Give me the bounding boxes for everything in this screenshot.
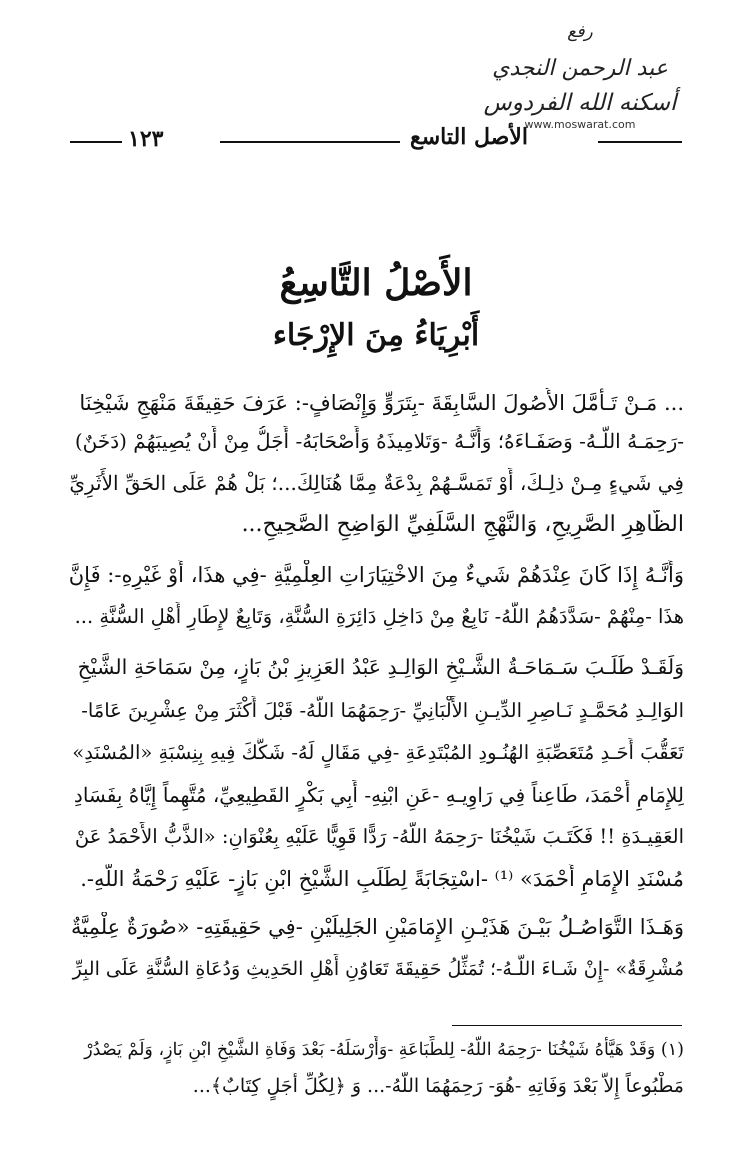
chapter-title: الأَصْلُ التَّاسِعُ <box>279 262 473 304</box>
header-rule-left <box>70 141 122 143</box>
body-line: ... مَـنْ تَـأَمَّلَ الأُصُولَ السَّابِقَةَ -بِتَرَوٍّ وَإِنْصَافٍ-: عَرَفَ حَقِيقَةَ مَنْهَجِ شَيْخِنَا <box>79 391 684 415</box>
header-rule-right <box>598 141 682 143</box>
publisher-stamp <box>480 8 680 133</box>
body-line: وَلَقَـدْ طَلَـبَ سَـمَاحَـةُ الشَّـيْخِ الوَالِـدِ عَبْدُ العَزِيزِ بْنُ بَازٍ، مِنْ سَمَاحَةِ الشَّيْخِ <box>77 655 684 679</box>
chapter-subtitle: أَبْرِيَاءُ مِنَ الإِرْجَاء <box>272 318 480 353</box>
stamp-line-2: عبد الرحمن النجدي <box>492 56 668 81</box>
page-number: ١٢٣ <box>128 126 164 152</box>
body-line: تَعَقُّبَ أَحَـدِ مُتَعَصِّبَةِ الهُنُـودِ المُبْتَدِعَةِ -فِي مَقَالٍ لَهُ- شَكَّكَ فِيهِ بِنِسْبَةِ «المُسْنَدِ» <box>72 741 684 764</box>
body-line: فِي شَيءٍ مِـنْ ذلِـكَ، أَوْ تَمَسَّـهُمْ بِدْعَةٌ مِمَّا هُنَالِكَ...؛ بَلْ هُمْ عَلَى الحَقِّ الأَثَرِيِّ <box>69 471 684 495</box>
footnote-line: (١) وَقَدْ هَيَّأَهُ شَيْخُنَا -رَحِمَهُ اللَّهُ- لِلطِّبَاعَةِ -وَأَرْسَلَهُ- بَعْدَ وَفَاةِ الشَّيْخِ ابْنِ بَازٍ، وَلَمْ يَصْدُرْ <box>84 1040 684 1060</box>
body-line: وَأَنَّـهُ إِذَا كَانَ عِنْدَهُمْ شَيءٌ مِنَ الاخْتِيَارَاتِ العِلْمِيَّةِ -فِي هذَا، أَوْ غَيْرِهِ-: فَإِنَّ <box>68 563 684 587</box>
body-line: -رَحِمَـهُ اللَّـهُ- وَصَفَـاءَهُ؛ وَأَنَّـهُ -وَتَلامِيذَهُ وَأَصْحَابَهُ- أَجَلُّ مِنْ أَنْ يُصِيبَهُمْ (دَخَنٌ) <box>74 429 684 453</box>
body-line: لِلإِمَامِ أَحْمَدَ، طَاعِناً فِي رَاوِيـهِ -عَنِ ابْنِهِ- أَبِي بَكْرٍ القَطِيعِيِّ، مُتَّهِماً إِيَّاهُ بِفَسَادِ <box>73 783 684 807</box>
stamp-url: www.moswarat.com <box>524 118 636 131</box>
header-rule-middle <box>220 141 400 143</box>
body-line: هذَا -مِنْهُمْ -سَدَّدَهُمُ اللَّهُ- نَابِعٌ مِنْ دَاخِلِ دَائِرَةِ السُّنَّةِ، وَتَابِعٌ لإِطَارِ أَهْلِ السُّنَّةِ ... <box>74 605 684 628</box>
header-title: الأصل التاسع <box>410 124 528 150</box>
body-line: العَقِيـدَةِ !! فَكَتَـبَ شَيْخُنَا -رَحِمَهُ اللَّهُ- رَدًّا قَوِيًّا عَلَيْهِ بِعُنْوَانِ: «الذَّبُّ الأَحْمَدُ عَنْ <box>74 825 684 848</box>
footnote-line: مَطْبُوعاً إِلاَّ بَعْدَ وَفَاتِهِ -هُوَ- رَحِمَهُمَا اللَّهُ-... وَ ﴿لِكُلِّ أَجَلٍ كِتَابٌ﴾... <box>192 1075 684 1097</box>
footnote-divider <box>452 1025 682 1026</box>
stamp-line-3: أسكنه الله الفردوس <box>483 90 677 116</box>
body-line: الظَّاهِرِ الصَّرِيحِ، وَالنَّهْجِ السَّلَفِيِّ الوَاضِحِ الصَّحِيحِ... <box>241 512 684 537</box>
body-line: وَهَـذَا التَّوَاصُـلُ بَيْـنَ هَذَيْـنِ الإِمَامَيْنِ الجَلِيلَيْنِ -فِي حَقِيقَتِهِ- «صُورَةٌ عِلْمِيَّةٌ <box>70 915 684 939</box>
body-line: مُشْرِقَةٌ» -إِنْ شَـاءَ اللَّـهُ-؛ تُمَثِّلُ حَقِيقَةَ تَعَاوُنِ أَهْلِ الحَدِيثِ وَدُعَاةِ السُّنَّةِ عَلَى البِرِّ <box>72 958 684 980</box>
body-line: مُسْنَدِ الإِمَامِ أَحْمَدَ» ⁽¹⁾ -اسْتِجَابَةً لِطَلَبِ الشَّيْخِ ابْنِ بَازٍ- عَلَيْهِ رَحْمَةُ اللَّهِ-. <box>80 867 684 891</box>
running-header <box>70 122 682 162</box>
body-line: الوَالِـدِ مُحَمَّـدٍ نَـاصِرِ الدِّيـنِ الأَلْبَانِيِّ -رَحِمَهُمَا اللَّهُ- قَبْلَ أَكْثَرَ مِنْ عِشْرِينَ عَامًا- <box>81 699 684 722</box>
stamp-line-1: رفع <box>567 22 593 42</box>
